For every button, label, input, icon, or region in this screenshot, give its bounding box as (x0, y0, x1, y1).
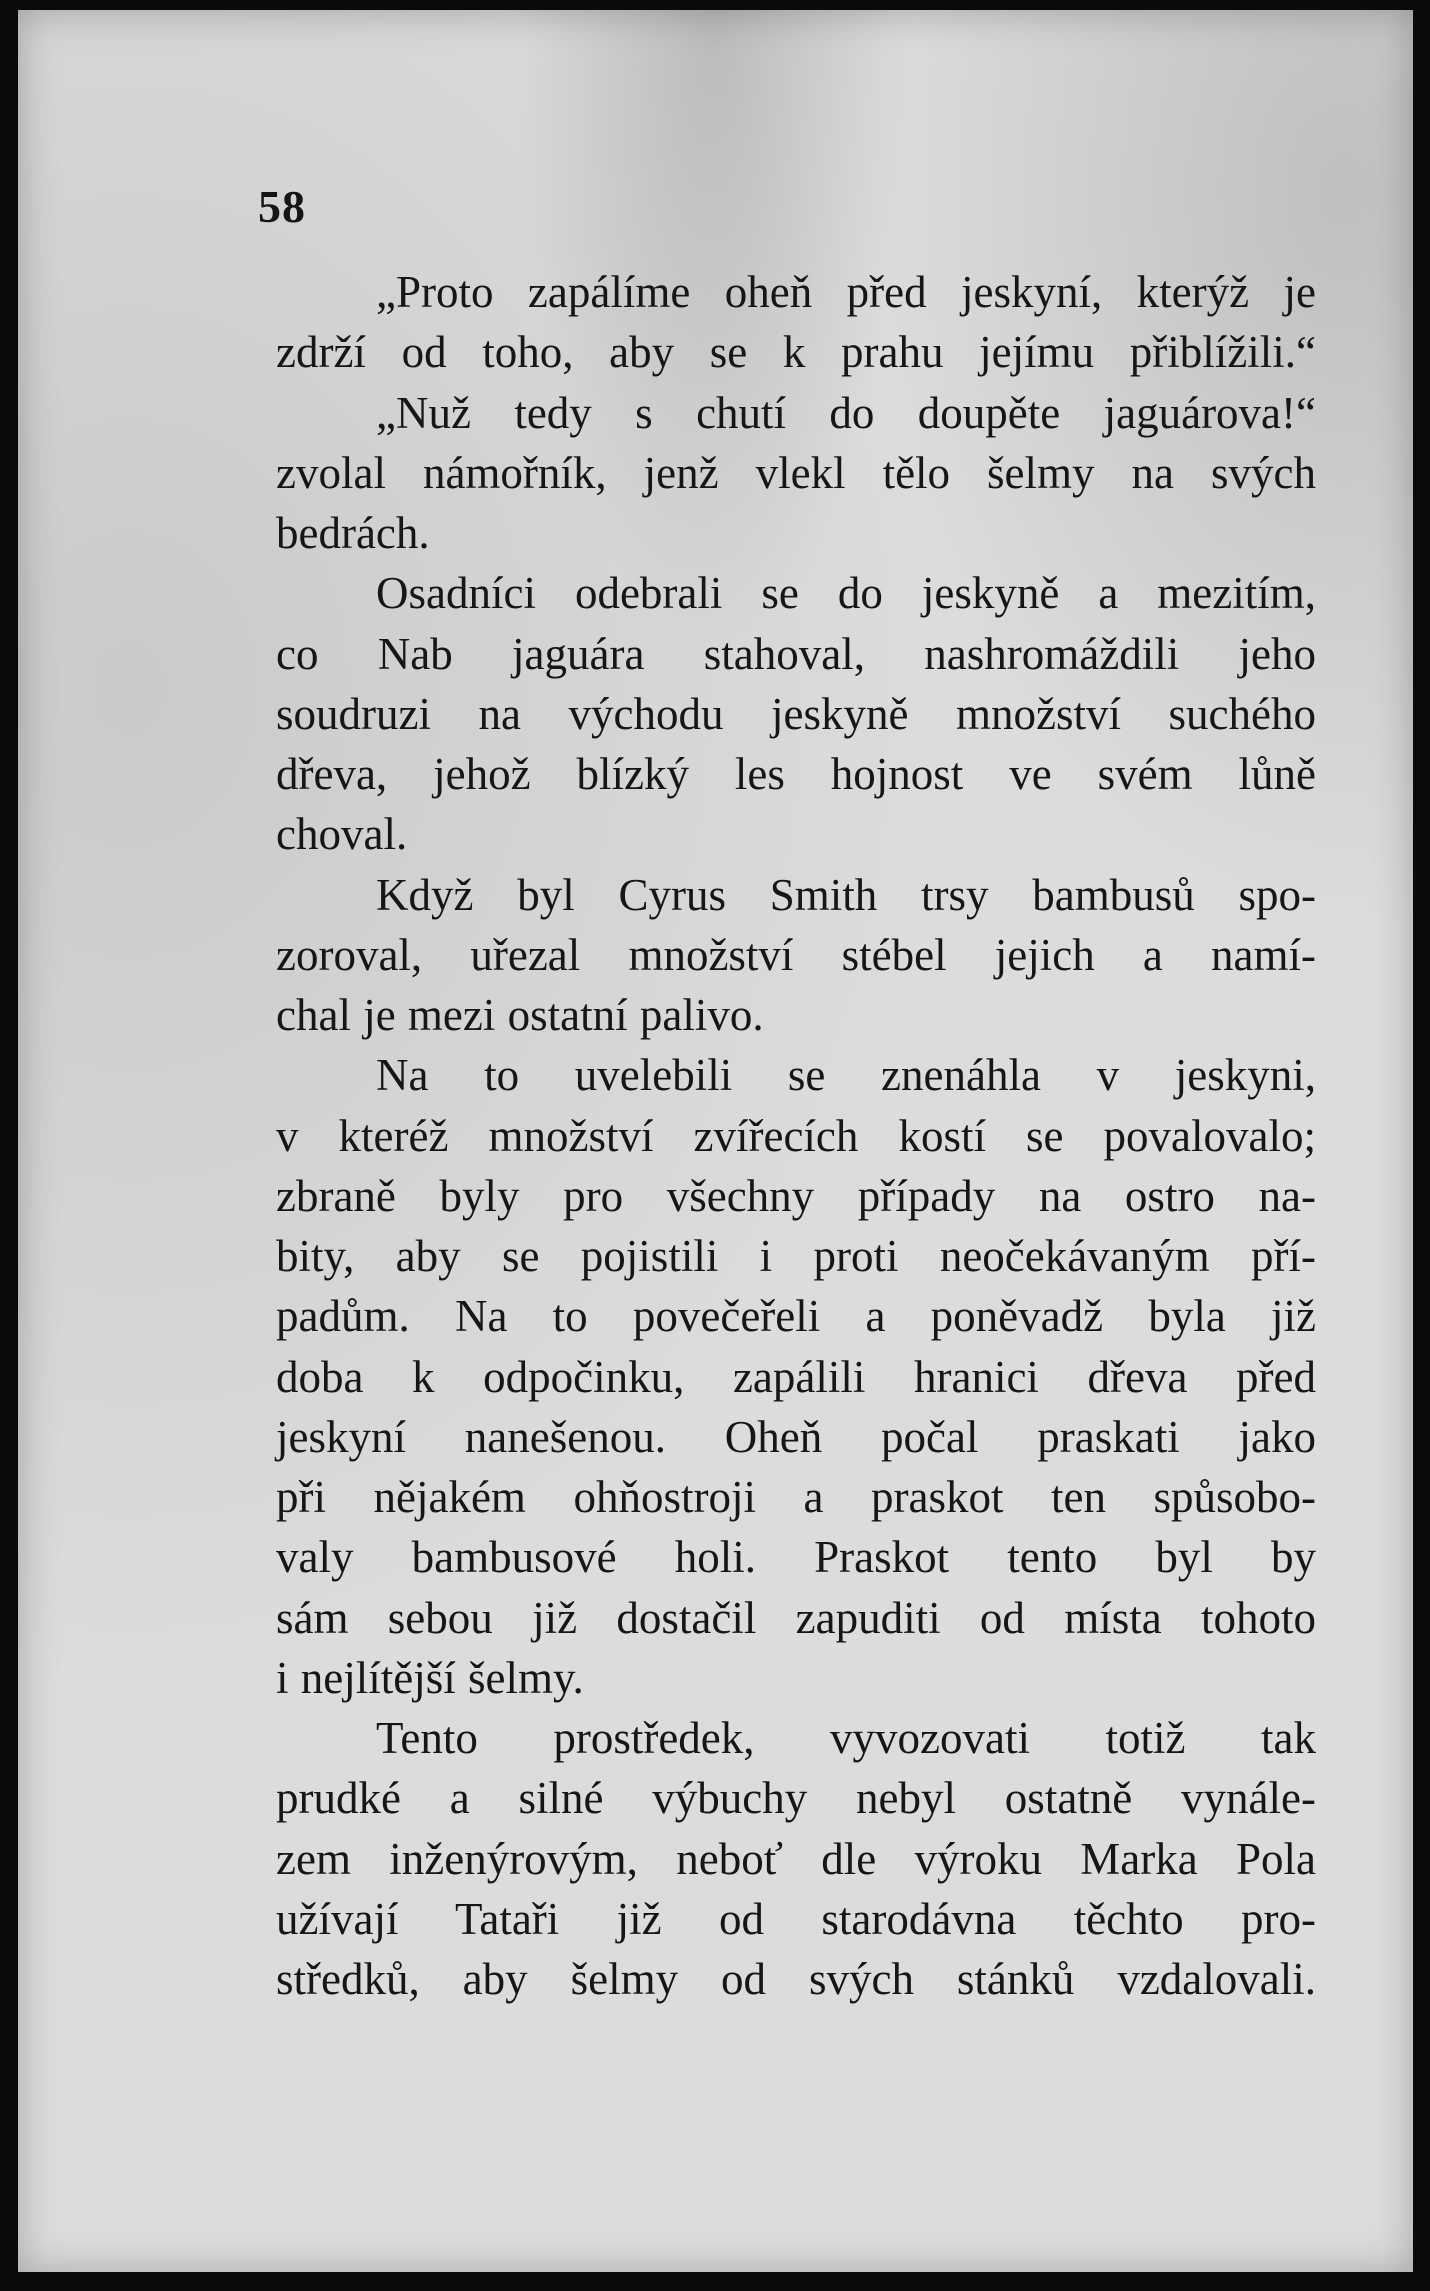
text-line: valy bambusové holi. Praskot tento byl by (276, 1532, 1316, 1583)
text-line: zoroval, uřezal množství stébel jejich a namí- (276, 929, 1316, 980)
text-line: soudruzi na východu jeskyně množství suchého (276, 688, 1316, 739)
text-line: středků, aby šelmy od svých stánků vzdalovali. (276, 1954, 1316, 2004)
text-line: při nějakém ohňostroji a praskot ten spůsobo- (276, 1472, 1316, 1522)
text-line: padům. Na to povečeřeli a poněvadž byla již (276, 1291, 1316, 1342)
text-line: prudké a silné výbuchy nebyl ostatně vynále- (276, 1773, 1316, 1824)
page-number: 58 (258, 181, 306, 232)
text-line: „Proto zapálíme oheň před jeskyní, kterýž je (376, 267, 1316, 317)
text-line: doba k odpočinku, zapálili hranici dřeva před (276, 1351, 1316, 1402)
text-line: zem inženýrovým, neboť dle výroku Marka Pola (276, 1833, 1316, 1884)
text-line: bedrách. (276, 508, 430, 558)
text-line: jeskyní nanešenou. Oheň počal praskati jako (276, 1411, 1316, 1462)
text-line: choval. (276, 809, 408, 860)
body-text (276, 262, 1316, 2009)
text-line: Když byl Cyrus Smith trsy bambusů spo- (376, 869, 1316, 920)
text-line: bity, aby se pojistili i proti neočekávaným pří- (276, 1231, 1316, 1281)
text-line: Na to uvelebili se znenáhla v jeskyni, (376, 1050, 1316, 1101)
text-line: Osadníci odebrali se do jeskyně a mezitím, (376, 568, 1316, 619)
text-line: i nejlítější šelmy. (276, 1652, 584, 1703)
text-line: co Nab jaguára stahoval, nashromáždili jeho (276, 628, 1316, 679)
text-line: Tento prostředek, vyvozovati totiž tak (376, 1713, 1316, 1763)
text-line: zvolal námořník, jenž vlekl tělo šelmy na svých (276, 447, 1316, 498)
book-page (18, 10, 1413, 2272)
text-line: dřeva, jehož blízký les hojnost ve svém lůně (276, 749, 1316, 799)
text-line: v kteréž množství zvířecích kostí se povalovalo; (276, 1110, 1316, 1161)
text-line: chal je mezi ostatní palivo. (276, 990, 764, 1040)
text-line: užívají Tataři již od starodávna těchto pro- (276, 1893, 1316, 1944)
text-line: „Nuž tedy s chutí do doupěte jaguárova!“ (376, 387, 1316, 438)
text-line: zdrží od toho, aby se k prahu jejímu přiblížili.“ (276, 327, 1316, 378)
text-line: sám sebou již dostačil zapuditi od místa tohoto (276, 1592, 1316, 1643)
text-line: zbraně byly pro všechny případy na ostro na- (276, 1170, 1316, 1221)
